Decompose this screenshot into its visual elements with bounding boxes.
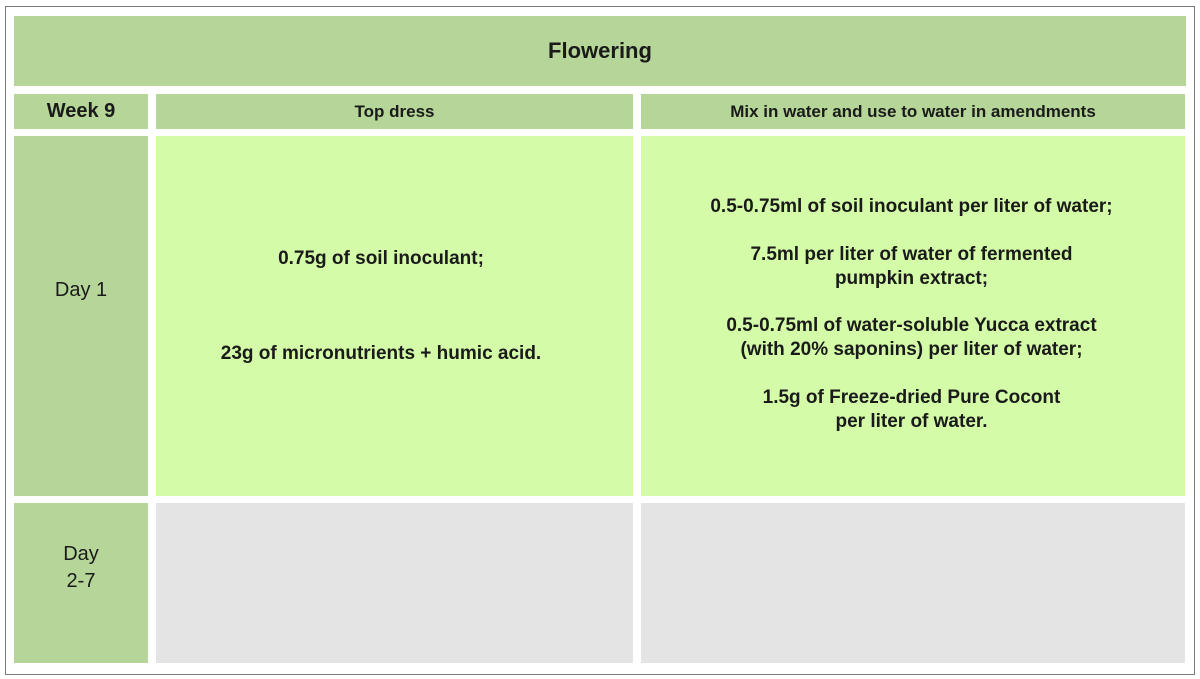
row-label-day-2-7: [14, 503, 148, 663]
top-dress-day-1-cell: [156, 136, 633, 496]
mix-item: [641, 243, 1185, 291]
mix-day-2-7-cell: [641, 503, 1185, 663]
day-2-7-label-line: Day: [63, 543, 99, 565]
table-title: Flowering: [14, 16, 1186, 86]
mix-item-line: 7.5ml per liter of water of fermented: [750, 244, 1073, 265]
row-label-day-1: [14, 136, 148, 496]
mix-item: [641, 386, 1185, 434]
mix-item-line: per liter of water.: [835, 411, 988, 432]
week-label: Week 9: [14, 94, 148, 129]
mix-item-line: 1.5g of Freeze-dried Pure Cocont: [762, 387, 1061, 408]
mix-item-line: (with 20% saponins) per liter of water;: [740, 339, 1083, 360]
day-2-7-label-line: 2-7: [66, 570, 96, 592]
mix-item-line: pumpkin extract;: [834, 268, 989, 289]
top-dress-day-2-7-cell: [156, 503, 633, 663]
day-1-label: Day 1: [54, 278, 108, 301]
column-header-top-dress: Top dress: [156, 94, 633, 129]
top-dress-item: 0.75g of soil inoculant;: [278, 248, 484, 269]
mix-item: [641, 314, 1185, 362]
top-dress-item: 23g of micronutrients + humic acid.: [220, 343, 542, 364]
column-header-mix-in-water: Mix in water and use to water in amendments: [641, 94, 1185, 129]
mix-day-1-cell: [641, 136, 1185, 496]
mix-item: [641, 195, 1185, 219]
mix-item-line: 0.5-0.75ml of water-soluble Yucca extract: [726, 315, 1097, 336]
mix-item-line: 0.5-0.75ml of soil inoculant per liter of water;: [710, 196, 1113, 217]
